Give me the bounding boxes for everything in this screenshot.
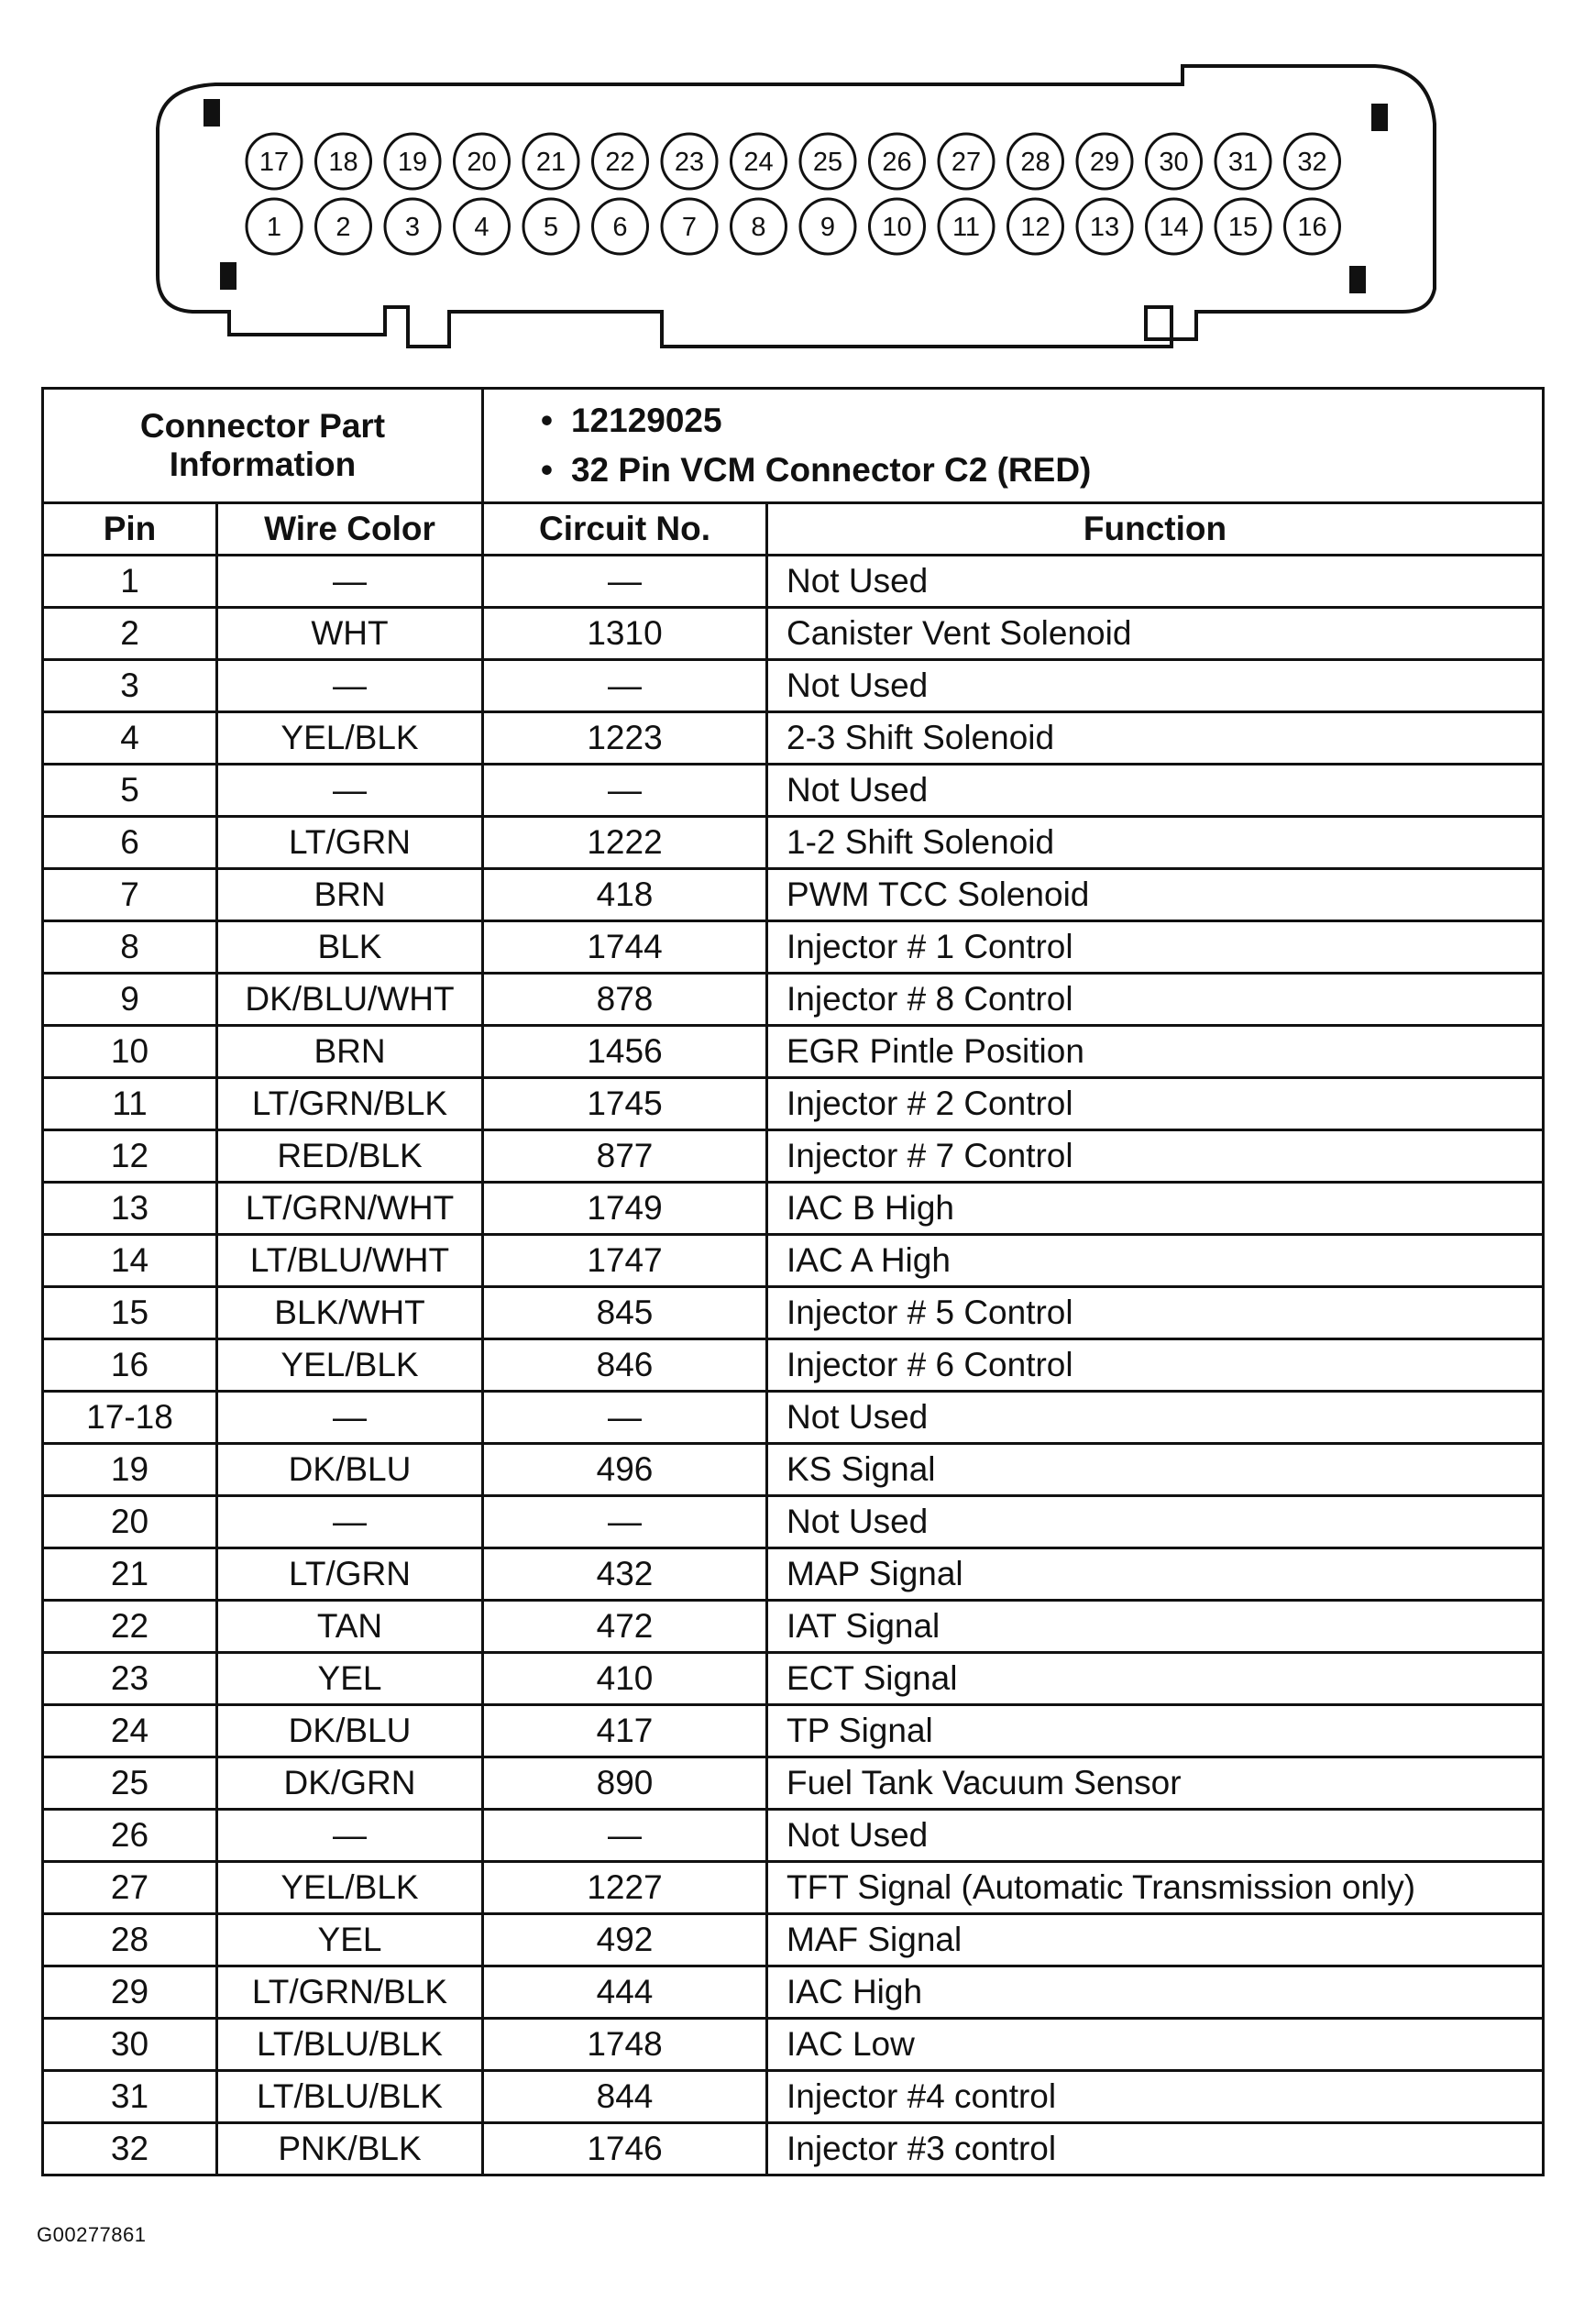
pin-cell: 25 <box>43 1757 217 1810</box>
wire-color-cell: LT/BLU/BLK <box>217 2071 483 2123</box>
function-cell: Canister Vent Solenoid <box>767 608 1544 660</box>
wire-color-cell: YEL/BLK <box>217 1862 483 1914</box>
pin-cell: 2 <box>43 608 217 660</box>
circuit-cell: — <box>483 1392 767 1444</box>
function-cell: Injector # 5 Control <box>767 1287 1544 1339</box>
pin-number: 29 <box>1089 148 1120 177</box>
pin-number: 13 <box>1089 213 1120 242</box>
wire-color-cell: BRN <box>217 1026 483 1078</box>
function-cell: MAP Signal <box>767 1548 1544 1601</box>
table-row <box>43 1548 1544 1601</box>
wire-color-cell: — <box>217 1392 483 1444</box>
table-row <box>43 1339 1544 1392</box>
function-cell: 1-2 Shift Solenoid <box>767 817 1544 869</box>
table-row <box>43 1026 1544 1078</box>
wire-color-cell: — <box>217 660 483 712</box>
circuit-cell: 418 <box>483 869 767 921</box>
pin-cell: 21 <box>43 1548 217 1601</box>
pin-number: 2 <box>336 213 351 242</box>
table-row <box>43 1496 1544 1548</box>
connector-pin <box>1008 134 1063 189</box>
pin-cell: 24 <box>43 1705 217 1757</box>
circuit-cell: — <box>483 1496 767 1548</box>
pin-number: 10 <box>882 213 912 242</box>
wire-color-cell: LT/GRN/WHT <box>217 1183 483 1235</box>
pin-cell: 19 <box>43 1444 217 1496</box>
circuit-cell: 845 <box>483 1287 767 1339</box>
circuit-cell: 1746 <box>483 2123 767 2175</box>
connector-info-values <box>483 389 1544 503</box>
table-row <box>43 1966 1544 2019</box>
function-cell: Not Used <box>767 660 1544 712</box>
wire-color-cell: BLK/WHT <box>217 1287 483 1339</box>
circuit-cell: 496 <box>483 1444 767 1496</box>
connector-pin <box>800 199 855 254</box>
function-cell: IAT Signal <box>767 1601 1544 1653</box>
function-cell: PWM TCC Solenoid <box>767 869 1544 921</box>
pin-cell: 4 <box>43 712 217 765</box>
pin-cell: 14 <box>43 1235 217 1287</box>
connector-pin <box>939 199 994 254</box>
pin-number: 30 <box>1159 148 1189 177</box>
table-row <box>43 765 1544 817</box>
wire-color-cell: RED/BLK <box>217 1130 483 1183</box>
function-cell: Not Used <box>767 1496 1544 1548</box>
pin-cell: 13 <box>43 1183 217 1235</box>
function-cell: IAC A High <box>767 1235 1544 1287</box>
function-cell: IAC B High <box>767 1183 1544 1235</box>
table-row <box>43 1914 1544 1966</box>
pin-number: 25 <box>812 148 843 177</box>
pin-number: 16 <box>1297 213 1327 242</box>
connector-pin <box>870 134 925 189</box>
pin-number: 9 <box>820 213 836 242</box>
circuit-cell: 444 <box>483 1966 767 2019</box>
pin-cell: 8 <box>43 921 217 974</box>
circuit-cell: 878 <box>483 974 767 1026</box>
circuit-cell: 1748 <box>483 2019 767 2071</box>
connector-pin <box>1077 134 1132 189</box>
connector-pin <box>247 134 302 189</box>
wire-color-cell: LT/BLU/WHT <box>217 1235 483 1287</box>
pin-cell: 26 <box>43 1810 217 1862</box>
wire-color-cell: — <box>217 1810 483 1862</box>
pin-cell: 30 <box>43 2019 217 2071</box>
connector-pin <box>523 134 578 189</box>
connector-pin <box>800 134 855 189</box>
wire-color-cell: LT/BLU/BLK <box>217 2019 483 2071</box>
latch-marker-bottom-right <box>1349 266 1366 293</box>
circuit-cell: 1227 <box>483 1862 767 1914</box>
function-cell: IAC Low <box>767 2019 1544 2071</box>
table-row <box>43 921 1544 974</box>
pin-number: 12 <box>1020 213 1050 242</box>
pin-number: 4 <box>474 213 490 242</box>
connector-diagram <box>0 0 1584 367</box>
wire-color-cell: DK/BLU <box>217 1705 483 1757</box>
wire-color-cell: LT/GRN <box>217 817 483 869</box>
function-cell: IAC High <box>767 1966 1544 2019</box>
wire-color-cell: DK/BLU/WHT <box>217 974 483 1026</box>
wire-color-cell: — <box>217 765 483 817</box>
pin-cell: 5 <box>43 765 217 817</box>
circuit-cell: 1456 <box>483 1026 767 1078</box>
figure-id: G00277861 <box>37 2223 147 2246</box>
pin-number: 7 <box>681 213 698 242</box>
connector-pin <box>732 199 786 254</box>
circuit-cell: — <box>483 765 767 817</box>
pin-number: 14 <box>1159 213 1189 242</box>
table-row <box>43 1078 1544 1130</box>
connector-pin <box>247 199 302 254</box>
table-row <box>43 1653 1544 1705</box>
connector-pin <box>1216 134 1270 189</box>
connector-pin <box>593 134 648 189</box>
pin-cell: 29 <box>43 1966 217 2019</box>
circuit-cell: 1310 <box>483 608 767 660</box>
connector-pin <box>1147 199 1202 254</box>
table-row <box>43 2123 1544 2175</box>
pin-cell: 32 <box>43 2123 217 2175</box>
pin-number: 26 <box>882 148 912 177</box>
table-row <box>43 608 1544 660</box>
pin-number: 18 <box>328 148 358 177</box>
pin-number: 17 <box>258 148 290 177</box>
pin-number: 22 <box>605 148 635 177</box>
table-row <box>43 1810 1544 1862</box>
pin-number: 32 <box>1297 148 1327 177</box>
latch-marker-top-left <box>204 99 220 127</box>
circuit-cell: 1745 <box>483 1078 767 1130</box>
pin-number: 24 <box>743 148 774 177</box>
pin-cell: 15 <box>43 1287 217 1339</box>
pin-cell: 22 <box>43 1601 217 1653</box>
wire-color-cell: DK/GRN <box>217 1757 483 1810</box>
function-cell: KS Signal <box>767 1444 1544 1496</box>
table-row <box>43 660 1544 712</box>
table-row <box>43 1705 1544 1757</box>
function-cell: EGR Pintle Position <box>767 1026 1544 1078</box>
table-row <box>43 1601 1544 1653</box>
circuit-cell: 1744 <box>483 921 767 974</box>
circuit-cell: 1747 <box>483 1235 767 1287</box>
pin-number: 28 <box>1020 148 1050 177</box>
latch-marker-top-right <box>1371 104 1388 131</box>
pin-number: 27 <box>951 148 982 177</box>
table-row <box>43 1130 1544 1183</box>
pin-cell: 9 <box>43 974 217 1026</box>
pin-number: 11 <box>952 213 981 242</box>
table-row <box>43 1235 1544 1287</box>
table-row <box>43 1287 1544 1339</box>
connector-info-row <box>43 389 1544 503</box>
header-circuit-no: Circuit No. <box>483 503 767 556</box>
circuit-cell: 410 <box>483 1653 767 1705</box>
function-cell: 2-3 Shift Solenoid <box>767 712 1544 765</box>
function-cell: Fuel Tank Vacuum Sensor <box>767 1757 1544 1810</box>
wire-color-cell: — <box>217 1496 483 1548</box>
connector-pin <box>1077 199 1132 254</box>
connector-outline <box>158 66 1435 347</box>
connector-pin <box>662 134 717 189</box>
pin-cell: 23 <box>43 1653 217 1705</box>
connector-pin <box>385 134 440 189</box>
connector-pin <box>385 199 440 254</box>
part-number: • 12129025 <box>541 396 1542 446</box>
function-cell: Injector #3 control <box>767 2123 1544 2175</box>
pin-number: 15 <box>1227 213 1259 242</box>
wire-color-cell: WHT <box>217 608 483 660</box>
circuit-cell: 1223 <box>483 712 767 765</box>
function-cell: Not Used <box>767 1392 1544 1444</box>
function-cell: Injector # 1 Control <box>767 921 1544 974</box>
pin-cell: 20 <box>43 1496 217 1548</box>
latch-marker-bottom-left <box>220 262 236 290</box>
table-row <box>43 974 1544 1026</box>
wire-color-cell: LT/GRN/BLK <box>217 1078 483 1130</box>
function-cell: Not Used <box>767 765 1544 817</box>
pin-number: 5 <box>543 213 559 242</box>
pin-cell: 11 <box>43 1078 217 1130</box>
pinout-table <box>41 387 1545 2176</box>
pin-number: 20 <box>467 148 497 177</box>
connector-description: • 32 Pin VCM Connector C2 (RED) <box>541 446 1542 495</box>
wire-color-cell: — <box>217 556 483 608</box>
connector-pin <box>455 199 510 254</box>
wire-color-cell: YEL/BLK <box>217 712 483 765</box>
connector-pin <box>316 134 371 189</box>
circuit-cell: 877 <box>483 1130 767 1183</box>
pin-cell: 12 <box>43 1130 217 1183</box>
table-row <box>43 1757 1544 1810</box>
circuit-cell: 1749 <box>483 1183 767 1235</box>
table-row <box>43 1444 1544 1496</box>
circuit-cell: 492 <box>483 1914 767 1966</box>
wire-color-cell: BLK <box>217 921 483 974</box>
connector-pin <box>1285 134 1340 189</box>
connector-pin <box>1008 199 1063 254</box>
function-cell: Injector # 7 Control <box>767 1130 1544 1183</box>
header-pin: Pin <box>43 503 217 556</box>
connector-pin <box>1216 199 1270 254</box>
pin-row-bottom <box>247 199 1340 254</box>
wire-color-cell: LT/GRN <box>217 1548 483 1601</box>
circuit-cell: — <box>483 556 767 608</box>
table-row <box>43 2071 1544 2123</box>
pin-number: 3 <box>404 213 421 242</box>
pin-number: 8 <box>751 213 766 242</box>
header-row <box>43 503 1544 556</box>
table-row <box>43 817 1544 869</box>
table-row <box>43 869 1544 921</box>
pin-cell: 16 <box>43 1339 217 1392</box>
circuit-cell: 417 <box>483 1705 767 1757</box>
connector-pin <box>1285 199 1340 254</box>
wire-color-cell: YEL <box>217 1914 483 1966</box>
pin-cell: 27 <box>43 1862 217 1914</box>
pin-cell: 17-18 <box>43 1392 217 1444</box>
pin-number: 21 <box>535 148 566 177</box>
function-cell: MAF Signal <box>767 1914 1544 1966</box>
function-cell: Injector # 8 Control <box>767 974 1544 1026</box>
connector-pin <box>523 199 578 254</box>
table-row <box>43 556 1544 608</box>
pin-cell: 31 <box>43 2071 217 2123</box>
pin-number: 6 <box>612 213 628 242</box>
pin-row-top <box>247 134 1340 189</box>
connector-pin <box>939 134 994 189</box>
circuit-cell: 890 <box>483 1757 767 1810</box>
connector-pin <box>455 134 510 189</box>
pin-cell: 6 <box>43 817 217 869</box>
connector-pin <box>662 199 717 254</box>
pin-number: 19 <box>397 148 428 177</box>
pin-cell: 28 <box>43 1914 217 1966</box>
circuit-cell: 432 <box>483 1548 767 1601</box>
table-row <box>43 1183 1544 1235</box>
connector-pin <box>870 199 925 254</box>
pin-cell: 1 <box>43 556 217 608</box>
wire-color-cell: PNK/BLK <box>217 2123 483 2175</box>
connector-info-label: Connector Part Information <box>43 389 483 503</box>
function-cell: TFT Signal (Automatic Transmission only) <box>767 1862 1544 1914</box>
pin-number: 31 <box>1227 148 1259 177</box>
wire-color-cell: YEL <box>217 1653 483 1705</box>
connector-pin <box>732 134 786 189</box>
circuit-cell: 472 <box>483 1601 767 1653</box>
circuit-cell: 1222 <box>483 817 767 869</box>
wire-color-cell: YEL/BLK <box>217 1339 483 1392</box>
table-row <box>43 712 1544 765</box>
connector-pin <box>593 199 648 254</box>
pin-cell: 10 <box>43 1026 217 1078</box>
function-cell: TP Signal <box>767 1705 1544 1757</box>
function-cell: Injector #4 control <box>767 2071 1544 2123</box>
table-row <box>43 1862 1544 1914</box>
wire-color-cell: DK/BLU <box>217 1444 483 1496</box>
circuit-cell: 844 <box>483 2071 767 2123</box>
function-cell: ECT Signal <box>767 1653 1544 1705</box>
pin-cell: 3 <box>43 660 217 712</box>
wire-color-cell: BRN <box>217 869 483 921</box>
wire-color-cell: TAN <box>217 1601 483 1653</box>
wire-color-cell: LT/GRN/BLK <box>217 1966 483 2019</box>
pin-number: 1 <box>266 213 282 242</box>
connector-pin <box>1147 134 1202 189</box>
function-cell: Injector # 2 Control <box>767 1078 1544 1130</box>
table-row <box>43 1392 1544 1444</box>
function-cell: Injector # 6 Control <box>767 1339 1544 1392</box>
table-row <box>43 2019 1544 2071</box>
function-cell: Not Used <box>767 1810 1544 1862</box>
header-wire-color: Wire Color <box>217 503 483 556</box>
connector-pin <box>316 199 371 254</box>
circuit-cell: 846 <box>483 1339 767 1392</box>
pin-number: 23 <box>674 148 705 177</box>
pin-cell: 7 <box>43 869 217 921</box>
function-cell: Not Used <box>767 556 1544 608</box>
header-function: Function <box>767 503 1544 556</box>
circuit-cell: — <box>483 660 767 712</box>
circuit-cell: — <box>483 1810 767 1862</box>
